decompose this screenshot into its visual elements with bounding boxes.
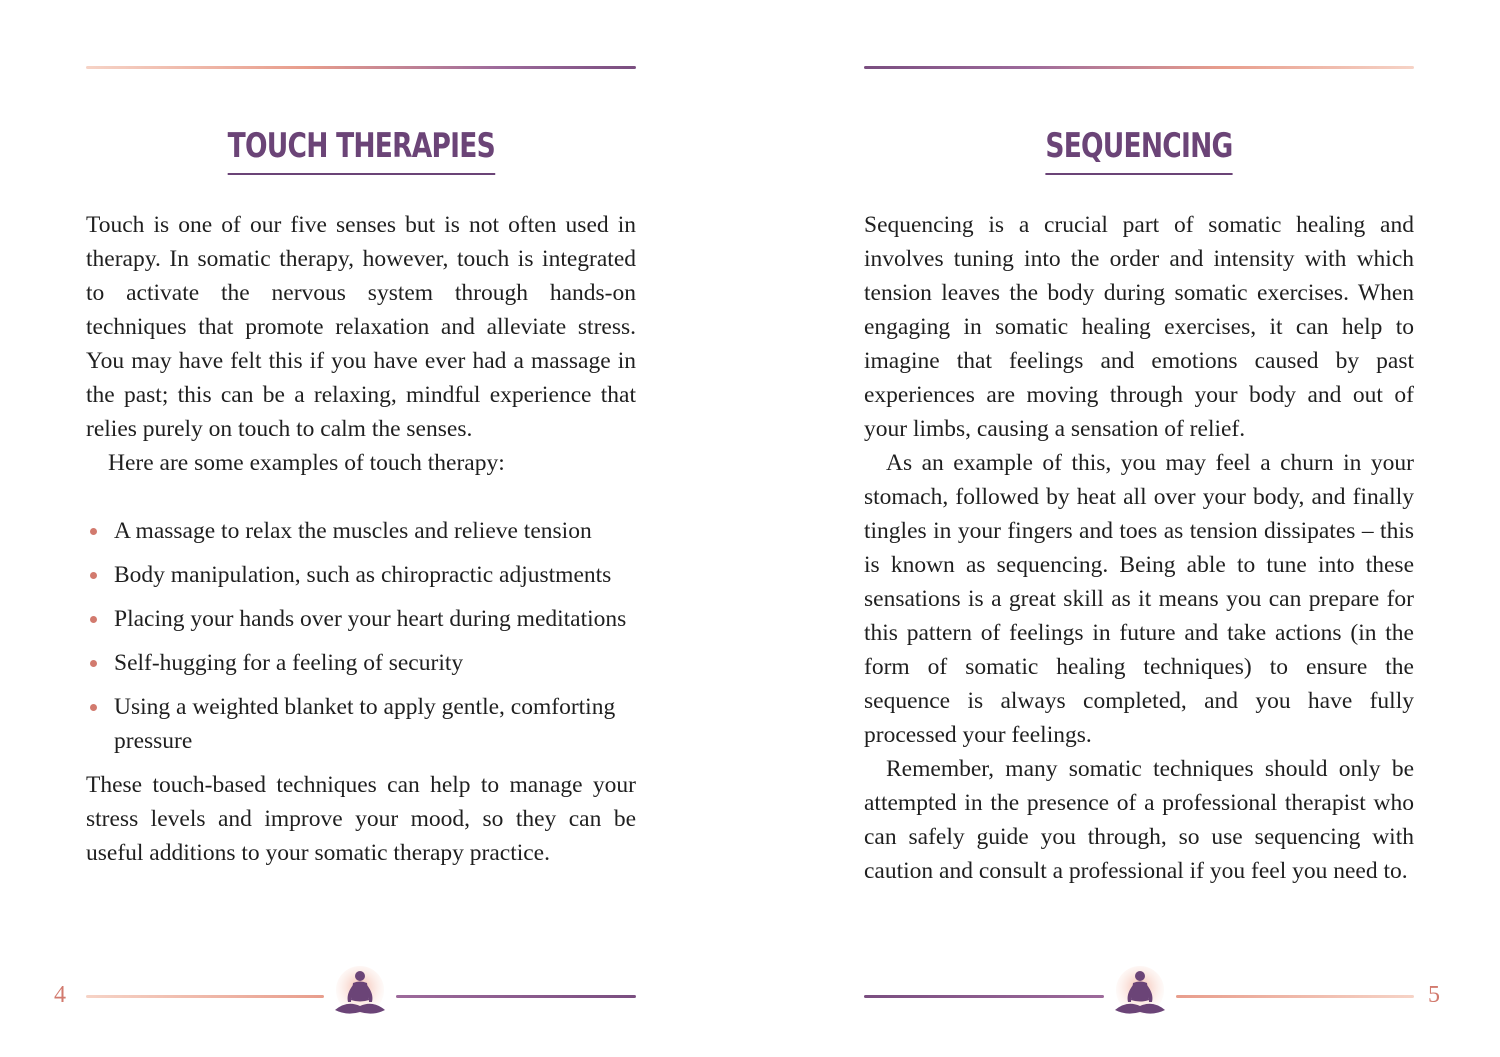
paragraph: As an example of this, you may feel a churn in your stomach, followed by heat all over your body, and finally tingles in your fingers and toes as tension dissipates – this is known as sequencing. Being able to tune into these sensations is a great skill as it means you can prepare for this pattern of feelings in future and take actions (in the form of somatic healing techniques) to ensure the sequence is always completed, and you have fully processed your feelings. <box>864 450 1414 748</box>
footer-rule-left <box>864 995 1104 998</box>
footer-rule-right <box>1176 995 1414 998</box>
list-item-text: A massage to relax the muscles and relieve tension <box>114 518 592 544</box>
intro-line: Here are some examples of touch therapy: <box>108 450 505 476</box>
bullet-dot-icon <box>90 704 97 711</box>
page-number: 4 <box>54 982 66 1008</box>
list-item-text: Body manipulation, such as chiropractic adjustments <box>114 562 612 588</box>
page-title: SEQUENCING <box>1045 128 1232 175</box>
list-item <box>86 514 636 548</box>
paragraph: Remember, many somatic techniques should only be attempted in the presence of a professional therapist who can safely guide you through, so use sequencing with caution and consult a professional if you feel you need to. <box>864 756 1414 884</box>
paragraph: Sequencing is a crucial part of somatic healing and involves tuning into the order and intensity with which tension leaves the body during somatic exercises. When engaging in somatic healing exercises, it can help to imagine that feelings and emotions caused by past experiences are moving through your body and out of your limbs, causing a sensation of relief. <box>864 212 1414 442</box>
list-item <box>86 602 636 636</box>
meditating-figure-icon <box>1107 962 1173 1028</box>
page-number: 5 <box>1428 982 1440 1008</box>
bullet-list <box>86 514 636 758</box>
list-item <box>86 646 636 680</box>
top-rule <box>86 66 636 69</box>
bullet-dot-icon <box>90 572 97 579</box>
list-item-text: Self-hugging for a feeling of security <box>114 650 464 676</box>
footer-rule-left <box>86 995 324 998</box>
body-text <box>86 208 636 870</box>
heading-wrap <box>864 128 1414 175</box>
bullet-dot-icon <box>90 528 97 535</box>
heading-wrap <box>86 128 636 175</box>
list-item-text: Placing your hands over your heart during meditations <box>114 606 627 632</box>
closing-paragraph: These touch-based techniques can help to manage your stress levels and improve your mood, so they can be useful additions to your somatic therapy practice. <box>86 772 636 866</box>
list-item-text: Using a weighted blanket to apply gentle, comforting pressure <box>114 694 616 754</box>
list-item <box>86 690 636 758</box>
footer-rule-right <box>396 995 636 998</box>
paragraph: Touch is one of our five senses but is not often used in therapy. In somatic therapy, however, touch is integrated to activate the nervous system through hands-on techniques that promote relaxation and alleviate stress. You may have felt this if you have ever had a massage in the past; this can be a relaxing, mindful experience that relies purely on touch to calm the senses. <box>86 212 636 442</box>
list-item <box>86 558 636 592</box>
bullet-dot-icon <box>90 660 97 667</box>
bullet-dot-icon <box>90 616 97 623</box>
top-rule <box>864 66 1414 69</box>
right-page <box>750 0 1500 1057</box>
body-text <box>864 208 1414 888</box>
meditating-figure-icon <box>327 962 393 1028</box>
page-title: TOUCH THERAPIES <box>227 128 494 175</box>
